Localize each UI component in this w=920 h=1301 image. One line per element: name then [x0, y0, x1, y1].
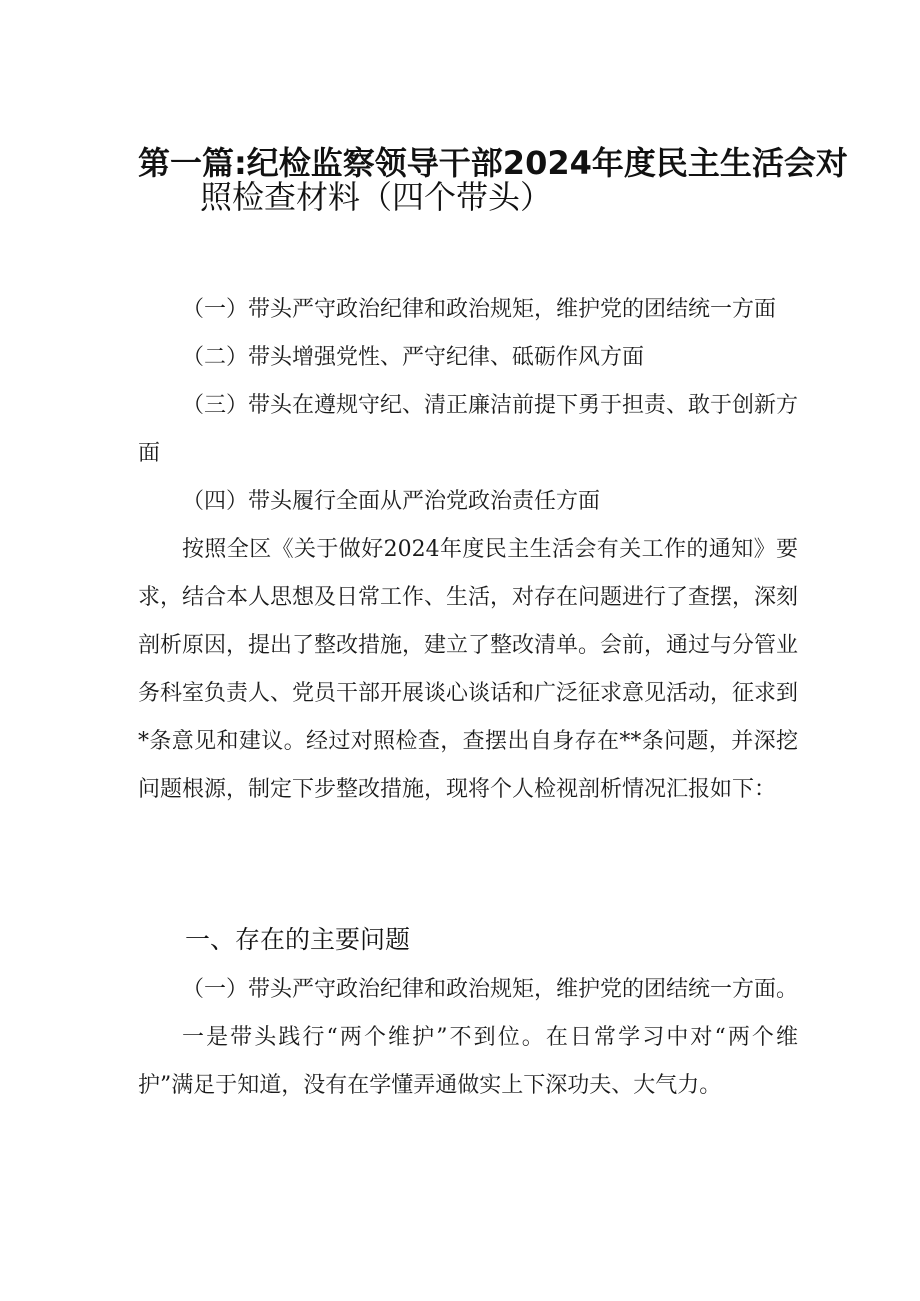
section-subheading: （一）带头严守政治纪律和政治规矩，维护党的团结统一方面。	[182, 977, 799, 1002]
toc-block	[138, 286, 798, 814]
intro-paragraph: 按照全区《关于做好2024年度民主生活会有关工作的通知》要求，结合本人思想及日常工作、生活，对存在问题进行了查摆，深刻剖析原因，提出了整改措施，建立了整改清单。会前，通过与分管业务科室负责人、党员干部开展谈心谈话和广泛征求意见活动，征求到*条意见和建议。经过对照检查，查摆出自身存在**条问题，并深挖问题根源，制定下步整改措施，现将个人检视剖析情况汇报如下：	[138, 537, 799, 802]
toc-item-2: （二）带头增强党性、严守纪律、砥砺作风方面	[182, 345, 645, 370]
section-body	[138, 966, 798, 1110]
toc-item-4: （四）带头履行全面从严治党政治责任方面	[182, 489, 601, 514]
section-paragraph: 一是带头践行“两个维护”不到位。在日常学习中对“两个维护”满足于知道，没有在学懂弄通做实上下深功夫、大气力。	[138, 1025, 798, 1098]
toc-item-3: （三）带头在遵规守纪、清正廉洁前提下勇于担责、敢于创新方面	[138, 393, 799, 466]
toc-item-1: （一）带头严守政治纪律和政治规矩，维护党的团结统一方面	[182, 297, 777, 322]
document-title-line-1: 第一篇:纪检监察领导干部2024年度民主生活会对	[138, 144, 848, 182]
document-title-line-2: 照检查材料（四个带头）	[200, 178, 553, 216]
section-heading: 一、存在的主要问题	[185, 925, 411, 954]
